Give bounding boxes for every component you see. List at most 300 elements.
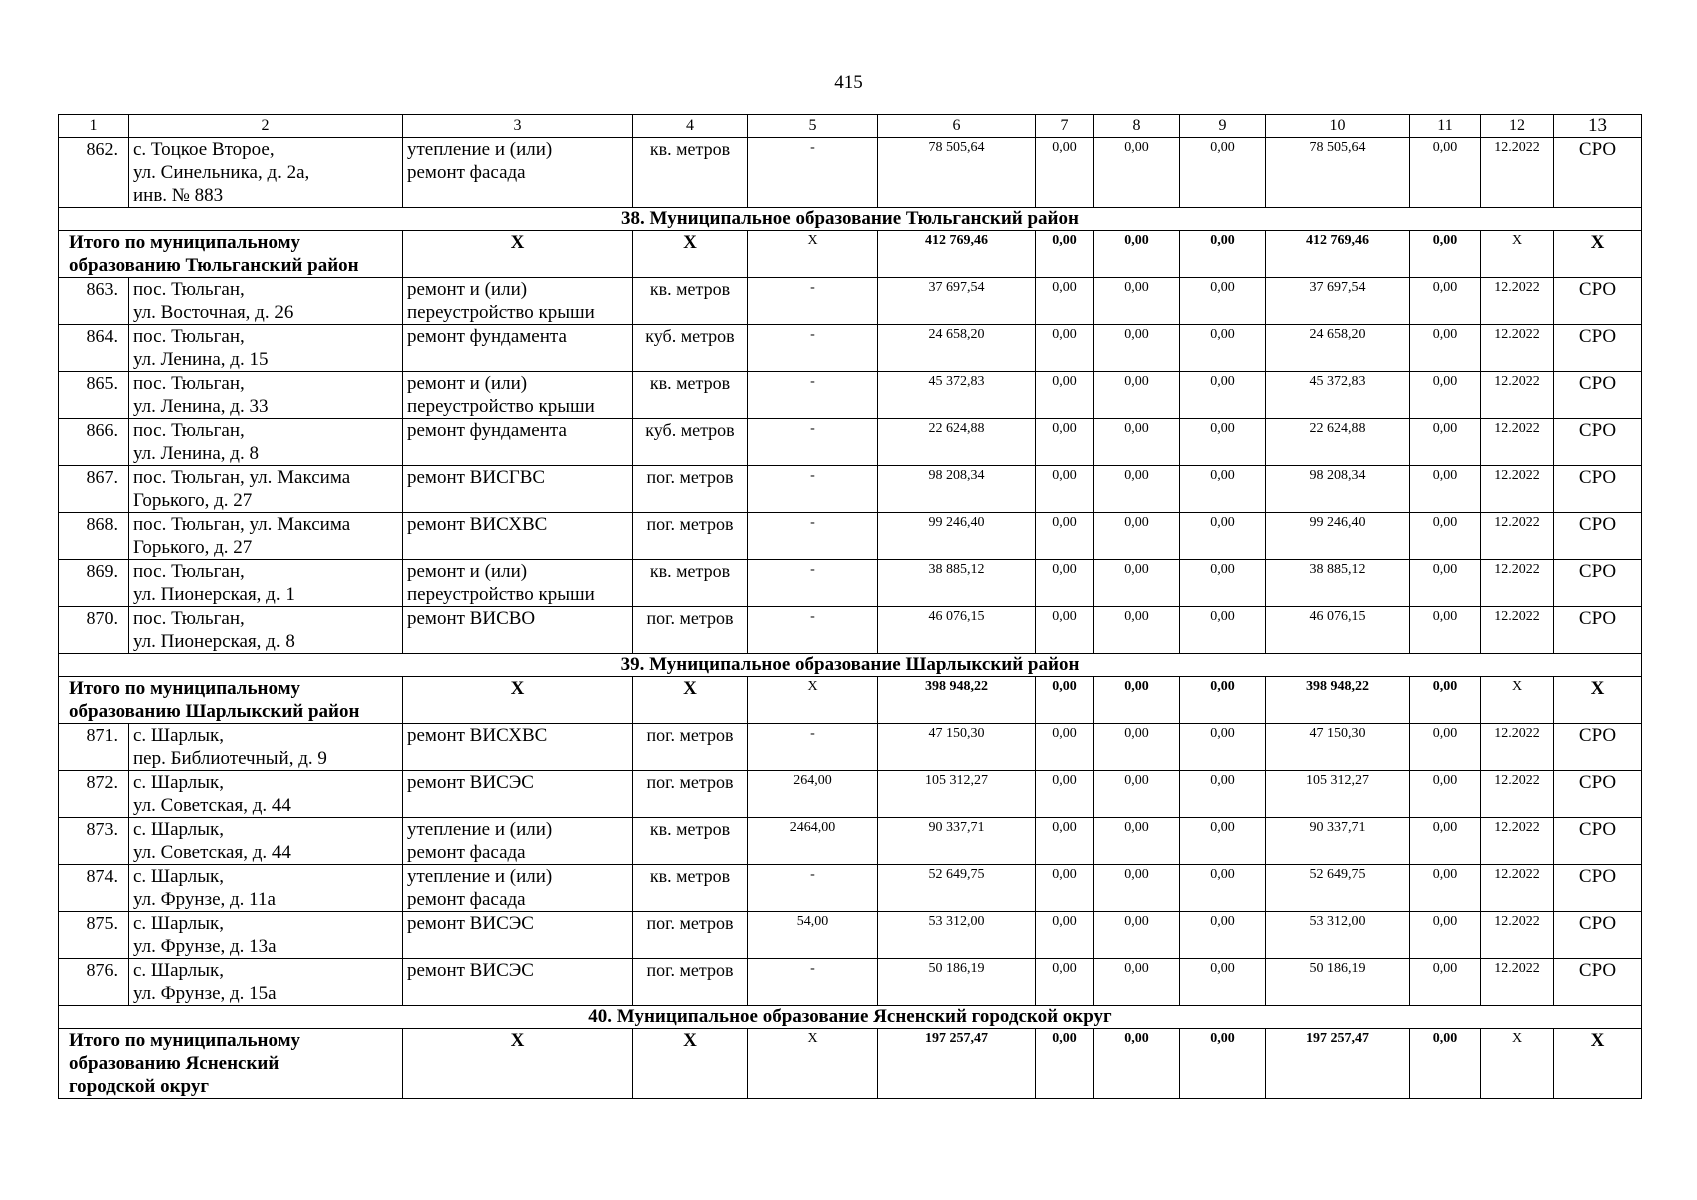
address-line: Горького, д. 27	[133, 490, 253, 511]
executor-cell: СРО	[1554, 278, 1642, 325]
address-line: с. Шарлык,	[133, 866, 225, 887]
total-x-mark: X	[633, 677, 748, 724]
work-type-line: ремонт фасада	[407, 842, 526, 863]
address-cell	[129, 607, 403, 654]
address-line: Горького, д. 27	[133, 537, 253, 558]
column-number-cell: 6	[878, 115, 1036, 138]
value-cell: 0,00	[1036, 724, 1094, 771]
volume-cell: -	[748, 138, 878, 208]
executor-cell: СРО	[1554, 560, 1642, 607]
work-type-line: утепление и (или)	[407, 139, 553, 160]
total-row	[59, 231, 1642, 278]
total-x-mark: X	[1554, 1029, 1642, 1099]
deadline-cell: 12.2022	[1481, 138, 1554, 208]
cost-cell: 45 372,83	[878, 372, 1036, 419]
total-x-mark: X	[403, 1029, 633, 1099]
value-cell: 0,00	[1410, 818, 1481, 865]
work-type-line: ремонт фундамента	[407, 326, 567, 347]
cost-cell: 46 076,15	[878, 607, 1036, 654]
value-cell: 0,00	[1094, 865, 1180, 912]
volume-cell: 2464,00	[748, 818, 878, 865]
address-line: пос. Тюльган, ул. Максима	[133, 467, 351, 488]
value-cell: 0,00	[1036, 818, 1094, 865]
value-cell: 0,00	[1094, 771, 1180, 818]
value-cell: 0,00	[1094, 466, 1180, 513]
unit-cell: кв. метров	[633, 865, 748, 912]
fund-cell: 46 076,15	[1266, 607, 1410, 654]
address-line: с. Шарлык,	[133, 819, 225, 840]
value-cell: 0,00	[1094, 818, 1180, 865]
value-cell: 0,00	[1036, 138, 1094, 208]
column-number-cell: 1	[59, 115, 129, 138]
value-cell: 0,00	[1036, 372, 1094, 419]
volume-cell: 54,00	[748, 912, 878, 959]
total-x-mark: X	[748, 1029, 878, 1099]
total-cost-cell: 197 257,47	[878, 1029, 1036, 1099]
address-cell	[129, 372, 403, 419]
value-cell: 0,00	[1036, 278, 1094, 325]
executor-cell: СРО	[1554, 818, 1642, 865]
value-cell: 0,00	[1180, 325, 1266, 372]
total-fund-cell: 398 948,22	[1266, 677, 1410, 724]
address-cell	[129, 724, 403, 771]
total-label-line: Итого по муниципальному	[69, 232, 301, 253]
fund-cell: 90 337,71	[1266, 818, 1410, 865]
value-cell: 0,00	[1036, 912, 1094, 959]
fund-cell: 45 372,83	[1266, 372, 1410, 419]
fund-cell: 78 505,64	[1266, 138, 1410, 208]
work-type-line: ремонт фундамента	[407, 420, 567, 441]
value-cell: 0,00	[1094, 138, 1180, 208]
total-value-cell: 0,00	[1180, 231, 1266, 278]
volume-cell: -	[748, 865, 878, 912]
volume-cell: -	[748, 419, 878, 466]
cost-cell: 105 312,27	[878, 771, 1036, 818]
table-row	[59, 513, 1642, 560]
total-label	[59, 231, 403, 278]
value-cell: 0,00	[1410, 325, 1481, 372]
executor-cell: СРО	[1554, 513, 1642, 560]
capital-repair-table	[58, 114, 1642, 1099]
work-type-line: ремонт фасада	[407, 162, 526, 183]
address-cell	[129, 325, 403, 372]
value-cell: 0,00	[1036, 513, 1094, 560]
row-number: 865.	[59, 372, 129, 419]
deadline-cell: 12.2022	[1481, 513, 1554, 560]
total-value-cell: 0,00	[1410, 1029, 1481, 1099]
value-cell: 0,00	[1036, 865, 1094, 912]
address-cell	[129, 771, 403, 818]
value-cell: 0,00	[1410, 959, 1481, 1006]
row-number: 875.	[59, 912, 129, 959]
value-cell: 0,00	[1094, 372, 1180, 419]
executor-cell: СРО	[1554, 771, 1642, 818]
executor-cell: СРО	[1554, 325, 1642, 372]
work-type-cell	[403, 607, 633, 654]
total-value-cell: 0,00	[1094, 677, 1180, 724]
work-type-line: ремонт ВИСГВС	[407, 467, 546, 488]
work-type-line: ремонт и (или)	[407, 373, 528, 394]
column-number-cell: 8	[1094, 115, 1180, 138]
unit-cell: пог. метров	[633, 607, 748, 654]
volume-cell: -	[748, 325, 878, 372]
value-cell: 0,00	[1180, 278, 1266, 325]
work-type-line: переустройство крыши	[407, 302, 595, 323]
total-x-mark: X	[1554, 677, 1642, 724]
section-header-row	[59, 208, 1642, 231]
work-type-line: ремонт ВИСХВС	[407, 725, 548, 746]
work-type-line: ремонт ВИСХВС	[407, 514, 548, 535]
table-row	[59, 818, 1642, 865]
total-x-mark: X	[1481, 231, 1554, 278]
address-line: ул. Синельника, д. 2а,	[133, 162, 310, 183]
fund-cell: 37 697,54	[1266, 278, 1410, 325]
volume-cell: -	[748, 372, 878, 419]
value-cell: 0,00	[1036, 466, 1094, 513]
row-number: 863.	[59, 278, 129, 325]
fund-cell: 50 186,19	[1266, 959, 1410, 1006]
value-cell: 0,00	[1094, 607, 1180, 654]
deadline-cell: 12.2022	[1481, 959, 1554, 1006]
value-cell: 0,00	[1180, 419, 1266, 466]
total-value-cell: 0,00	[1094, 1029, 1180, 1099]
column-number-cell: 5	[748, 115, 878, 138]
unit-cell: пог. метров	[633, 959, 748, 1006]
address-line: ул. Ленина, д. 15	[133, 349, 269, 370]
value-cell: 0,00	[1410, 278, 1481, 325]
value-cell: 0,00	[1180, 959, 1266, 1006]
work-type-line: ремонт и (или)	[407, 561, 528, 582]
unit-cell: куб. метров	[633, 325, 748, 372]
deadline-cell: 12.2022	[1481, 325, 1554, 372]
executor-cell: СРО	[1554, 419, 1642, 466]
fund-cell: 98 208,34	[1266, 466, 1410, 513]
fund-cell: 53 312,00	[1266, 912, 1410, 959]
volume-cell: -	[748, 724, 878, 771]
total-label	[59, 1029, 403, 1099]
deadline-cell: 12.2022	[1481, 607, 1554, 654]
total-value-cell: 0,00	[1094, 231, 1180, 278]
value-cell: 0,00	[1094, 560, 1180, 607]
volume-cell: -	[748, 513, 878, 560]
fund-cell: 22 624,88	[1266, 419, 1410, 466]
work-type-cell	[403, 466, 633, 513]
value-cell: 0,00	[1180, 912, 1266, 959]
work-type-cell	[403, 959, 633, 1006]
address-line: ул. Ленина, д. 33	[133, 396, 269, 417]
cost-cell: 24 658,20	[878, 325, 1036, 372]
column-number-row	[59, 115, 1642, 138]
work-type-line: ремонт ВИСВО	[407, 608, 536, 629]
column-number-cell: 12	[1481, 115, 1554, 138]
total-x-mark: X	[633, 231, 748, 278]
unit-cell: пог. метров	[633, 513, 748, 560]
work-type-cell	[403, 912, 633, 959]
unit-cell: пог. метров	[633, 466, 748, 513]
row-number: 862.	[59, 138, 129, 208]
value-cell: 0,00	[1410, 724, 1481, 771]
column-number-cell: 11	[1410, 115, 1481, 138]
total-x-mark: X	[1554, 231, 1642, 278]
deadline-cell: 12.2022	[1481, 771, 1554, 818]
value-cell: 0,00	[1410, 466, 1481, 513]
total-label-line: Итого по муниципальному	[69, 678, 301, 699]
address-cell	[129, 466, 403, 513]
table-row	[59, 466, 1642, 513]
value-cell: 0,00	[1094, 724, 1180, 771]
fund-cell: 47 150,30	[1266, 724, 1410, 771]
total-label-line: образованию Ясненский	[69, 1053, 280, 1074]
value-cell: 0,00	[1410, 560, 1481, 607]
address-line: ул. Фрунзе, д. 13а	[133, 936, 277, 957]
column-number-cell: 3	[403, 115, 633, 138]
unit-cell: куб. метров	[633, 419, 748, 466]
address-line: пос. Тюльган,	[133, 373, 245, 394]
work-type-line: ремонт ВИСЭС	[407, 772, 534, 793]
executor-cell: СРО	[1554, 138, 1642, 208]
value-cell: 0,00	[1410, 912, 1481, 959]
total-value-cell: 0,00	[1036, 1029, 1094, 1099]
unit-cell: кв. метров	[633, 560, 748, 607]
fund-cell: 52 649,75	[1266, 865, 1410, 912]
work-type-line: утепление и (или)	[407, 866, 553, 887]
executor-cell: СРО	[1554, 959, 1642, 1006]
value-cell: 0,00	[1094, 419, 1180, 466]
value-cell: 0,00	[1094, 959, 1180, 1006]
address-cell	[129, 138, 403, 208]
volume-cell: -	[748, 278, 878, 325]
executor-cell: СРО	[1554, 865, 1642, 912]
cost-cell: 78 505,64	[878, 138, 1036, 208]
row-number: 870.	[59, 607, 129, 654]
row-number: 869.	[59, 560, 129, 607]
address-line: ул. Восточная, д. 26	[133, 302, 294, 323]
value-cell: 0,00	[1180, 818, 1266, 865]
address-line: пос. Тюльган,	[133, 608, 245, 629]
address-line: пос. Тюльган,	[133, 561, 245, 582]
deadline-cell: 12.2022	[1481, 372, 1554, 419]
value-cell: 0,00	[1036, 607, 1094, 654]
deadline-cell: 12.2022	[1481, 278, 1554, 325]
address-cell	[129, 912, 403, 959]
address-line: ул. Ленина, д. 8	[133, 443, 259, 464]
work-type-line: переустройство крыши	[407, 396, 595, 417]
address-cell	[129, 278, 403, 325]
fund-cell: 105 312,27	[1266, 771, 1410, 818]
executor-cell: СРО	[1554, 607, 1642, 654]
cost-cell: 98 208,34	[878, 466, 1036, 513]
total-x-mark: X	[1481, 677, 1554, 724]
unit-cell: пог. метров	[633, 771, 748, 818]
table-row	[59, 912, 1642, 959]
unit-cell: кв. метров	[633, 372, 748, 419]
unit-cell: кв. метров	[633, 138, 748, 208]
section-title: 40. Муниципальное образование Ясненский городской округ	[59, 1006, 1642, 1029]
executor-cell: СРО	[1554, 466, 1642, 513]
value-cell: 0,00	[1094, 912, 1180, 959]
address-line: с. Шарлык,	[133, 960, 225, 981]
work-type-line: ремонт ВИСЭС	[407, 913, 534, 934]
cost-cell: 47 150,30	[878, 724, 1036, 771]
work-type-cell	[403, 372, 633, 419]
cost-cell: 37 697,54	[878, 278, 1036, 325]
total-label-line: образованию Тюльганский район	[69, 255, 359, 276]
volume-cell: -	[748, 466, 878, 513]
value-cell: 0,00	[1180, 466, 1266, 513]
address-line: пос. Тюльган,	[133, 279, 245, 300]
column-number-cell: 7	[1036, 115, 1094, 138]
address-line: ул. Пионерская, д. 8	[133, 631, 295, 652]
address-line: пос. Тюльган,	[133, 420, 245, 441]
work-type-cell	[403, 325, 633, 372]
row-number: 872.	[59, 771, 129, 818]
address-line: пос. Тюльган,	[133, 326, 245, 347]
row-number: 866.	[59, 419, 129, 466]
value-cell: 0,00	[1180, 724, 1266, 771]
address-cell	[129, 560, 403, 607]
total-x-mark: X	[403, 231, 633, 278]
address-line: пос. Тюльган, ул. Максима	[133, 514, 351, 535]
address-line: ул. Советская, д. 44	[133, 795, 291, 816]
total-value-cell: 0,00	[1410, 231, 1481, 278]
work-type-cell	[403, 818, 633, 865]
work-type-cell	[403, 724, 633, 771]
work-type-cell	[403, 865, 633, 912]
row-number: 867.	[59, 466, 129, 513]
row-number: 868.	[59, 513, 129, 560]
value-cell: 0,00	[1410, 607, 1481, 654]
deadline-cell: 12.2022	[1481, 818, 1554, 865]
work-type-line: переустройство крыши	[407, 584, 595, 605]
work-type-line: ремонт и (или)	[407, 279, 528, 300]
executor-cell: СРО	[1554, 372, 1642, 419]
value-cell: 0,00	[1180, 372, 1266, 419]
address-cell	[129, 818, 403, 865]
volume-cell: -	[748, 959, 878, 1006]
work-type-cell	[403, 771, 633, 818]
table-row	[59, 771, 1642, 818]
row-number: 873.	[59, 818, 129, 865]
value-cell: 0,00	[1410, 372, 1481, 419]
cost-cell: 22 624,88	[878, 419, 1036, 466]
column-number-cell: 9	[1180, 115, 1266, 138]
deadline-cell: 12.2022	[1481, 865, 1554, 912]
column-number-cell: 13	[1554, 115, 1642, 138]
section-header-row	[59, 1006, 1642, 1029]
deadline-cell: 12.2022	[1481, 560, 1554, 607]
total-label-line: образованию Шарлыкский район	[69, 701, 360, 722]
row-number: 876.	[59, 959, 129, 1006]
row-number: 864.	[59, 325, 129, 372]
fund-cell: 99 246,40	[1266, 513, 1410, 560]
executor-cell: СРО	[1554, 724, 1642, 771]
total-cost-cell: 412 769,46	[878, 231, 1036, 278]
address-cell	[129, 959, 403, 1006]
table-row	[59, 325, 1642, 372]
table-row	[59, 419, 1642, 466]
value-cell: 0,00	[1094, 513, 1180, 560]
fund-cell: 24 658,20	[1266, 325, 1410, 372]
work-type-cell	[403, 278, 633, 325]
page-number: 415	[834, 72, 863, 93]
unit-cell: кв. метров	[633, 278, 748, 325]
work-type-cell	[403, 419, 633, 466]
work-type-cell	[403, 138, 633, 208]
address-line: пер. Библиотечный, д. 9	[133, 748, 327, 769]
table-row	[59, 560, 1642, 607]
value-cell: 0,00	[1094, 325, 1180, 372]
total-value-cell: 0,00	[1036, 677, 1094, 724]
total-fund-cell: 197 257,47	[1266, 1029, 1410, 1099]
volume-cell: -	[748, 607, 878, 654]
section-title: 38. Муниципальное образование Тюльганский район	[59, 208, 1642, 231]
table-row	[59, 724, 1642, 771]
total-fund-cell: 412 769,46	[1266, 231, 1410, 278]
address-line: с. Шарлык,	[133, 913, 225, 934]
cost-cell: 38 885,12	[878, 560, 1036, 607]
table-row	[59, 138, 1642, 208]
total-cost-cell: 398 948,22	[878, 677, 1036, 724]
table-row	[59, 278, 1642, 325]
value-cell: 0,00	[1410, 771, 1481, 818]
table-row	[59, 865, 1642, 912]
cost-cell: 90 337,71	[878, 818, 1036, 865]
value-cell: 0,00	[1094, 278, 1180, 325]
cost-cell: 53 312,00	[878, 912, 1036, 959]
unit-cell: пог. метров	[633, 724, 748, 771]
volume-cell: -	[748, 560, 878, 607]
address-cell	[129, 419, 403, 466]
work-type-line: ремонт ВИСЭС	[407, 960, 534, 981]
column-number-cell: 4	[633, 115, 748, 138]
deadline-cell: 12.2022	[1481, 724, 1554, 771]
total-x-mark: X	[1481, 1029, 1554, 1099]
work-type-line: ремонт фасада	[407, 889, 526, 910]
total-label-line: городской округ	[69, 1076, 210, 1097]
value-cell: 0,00	[1180, 865, 1266, 912]
unit-cell: пог. метров	[633, 912, 748, 959]
address-line: с. Тоцкое Второе,	[133, 139, 275, 160]
row-number: 871.	[59, 724, 129, 771]
table-row	[59, 607, 1642, 654]
value-cell: 0,00	[1036, 560, 1094, 607]
total-label	[59, 677, 403, 724]
total-row	[59, 677, 1642, 724]
address-line: ул. Фрунзе, д. 15а	[133, 983, 277, 1004]
table-row	[59, 959, 1642, 1006]
work-type-cell	[403, 513, 633, 560]
total-value-cell: 0,00	[1410, 677, 1481, 724]
total-label-line: Итого по муниципальному	[69, 1030, 301, 1051]
value-cell: 0,00	[1180, 560, 1266, 607]
value-cell: 0,00	[1410, 865, 1481, 912]
unit-cell: кв. метров	[633, 818, 748, 865]
deadline-cell: 12.2022	[1481, 466, 1554, 513]
total-x-mark: X	[748, 231, 878, 278]
cost-cell: 99 246,40	[878, 513, 1036, 560]
address-line: ул. Советская, д. 44	[133, 842, 291, 863]
value-cell: 0,00	[1036, 959, 1094, 1006]
total-value-cell: 0,00	[1180, 1029, 1266, 1099]
value-cell: 0,00	[1180, 513, 1266, 560]
address-line: ул. Пионерская, д. 1	[133, 584, 295, 605]
value-cell: 0,00	[1410, 419, 1481, 466]
value-cell: 0,00	[1036, 771, 1094, 818]
address-line: ул. Фрунзе, д. 11а	[133, 889, 276, 910]
section-title: 39. Муниципальное образование Шарлыкский район	[59, 654, 1642, 677]
fund-cell: 38 885,12	[1266, 560, 1410, 607]
volume-cell: 264,00	[748, 771, 878, 818]
